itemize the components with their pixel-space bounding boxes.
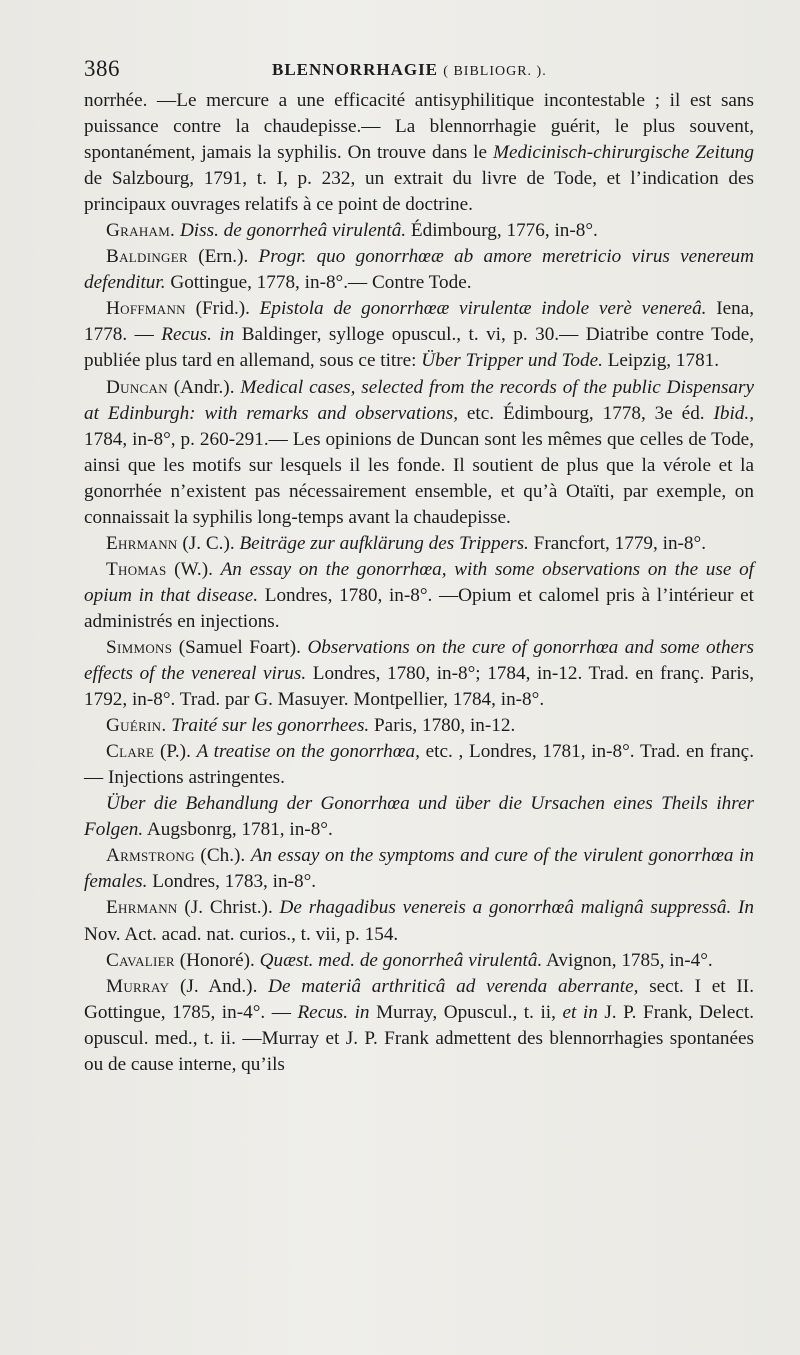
author-given-name: (J. C.).	[177, 532, 240, 554]
publication-details: Iena, 1778. —	[84, 298, 755, 346]
publication-details: sect. I et II. Gottingue, 1785, in-4°. —	[84, 975, 754, 1023]
author-name: Clare	[106, 741, 155, 763]
bib-entry-murray	[84, 974, 754, 1078]
publication-details: Murray, Opuscul., t. ii,	[369, 1001, 563, 1023]
author-name: Thomas	[106, 558, 167, 580]
page-body	[84, 88, 754, 1078]
publication-details: Francfort, 1779, in-8°.	[528, 532, 706, 554]
author-name: Duncan	[106, 376, 168, 398]
author-given-name: (J. Christ.).	[177, 897, 280, 919]
work-title: Quæst. med. de gonorrheâ virulentâ.	[259, 949, 543, 971]
intro-text-2: de Salzbourg, 1791, t. I, p. 232, un extrait du livre de Tode, et l’indication des principaux ouvrages relatifs à ce point de doctrine.	[84, 168, 754, 216]
publication-details: Paris, 1780, in-12.	[369, 715, 516, 737]
ibid-note: Ibid.,	[713, 402, 754, 424]
work-title: Beiträge zur aufklärung des Trippers.	[239, 532, 529, 554]
author-given-name: (P.).	[154, 741, 197, 763]
bib-entry-armstrong	[84, 843, 754, 895]
author-given-name: (Samuel Foart).	[172, 636, 308, 658]
page-header	[84, 56, 784, 86]
work-title: Traité sur les gonorrhees.	[166, 715, 370, 737]
bib-entry-baldinger	[84, 244, 754, 296]
work-title: De materiâ arthriticâ ad verenda aberrante,	[268, 975, 639, 997]
work-title: Observations on the cure of gonorrhœa and some others effects of the venereal virus.	[84, 636, 754, 685]
author-given-name: (Andr.).	[167, 376, 241, 398]
publication-details: Londres, 1780, in-8°; 1784, in-12. Trad. en franç. Paris, 1792, in-8°. Trad. par G. Masuyer. Montpellier, 1784, in-8°.	[84, 663, 754, 711]
work-title: An essay on the gonorrhœa, with some observations on the use of opium in that disease.	[84, 558, 754, 606]
author-name: Baldinger	[106, 246, 188, 268]
author-name: Cavalier	[106, 949, 175, 971]
bib-entry-simmons	[84, 635, 754, 713]
bib-entry-clare	[84, 739, 754, 791]
publication-details: etc. , Londres, 1781, in-8°. Trad. en franç. — Injections astringentes.	[84, 741, 754, 789]
author-given-name: (Honoré).	[174, 949, 260, 971]
bib-entry-guerin	[84, 713, 754, 739]
bib-entry-anonymous-uber	[84, 791, 754, 843]
publication-details: Londres, 1780, in-8°. —Opium et calomel pris à l’intérieur et administrés en injections.	[84, 584, 754, 632]
author-name: Ehrmann	[106, 532, 178, 554]
author-given-name: (W.).	[166, 558, 221, 580]
author-name: Simmons	[106, 636, 173, 658]
work-title-german: Über Tripper und Tode.	[421, 350, 603, 372]
publication-details: Édimbourg, 1776, in-8°.	[406, 220, 598, 242]
author-name: Ehrmann	[106, 897, 178, 919]
author-given-name: (Frid.).	[185, 298, 260, 320]
bib-entry-ehrmann-jc	[84, 531, 754, 557]
bib-entry-thomas	[84, 557, 754, 635]
intro-text-1: norrhée. —Le mercure a une efficacité antisyphilitique incontestable ; il est sans puissance contre la chaudepisse.— La blennorrhagie guérit, le plus souvent, spontanément, jamais la syphilis. On trouve dans le	[84, 90, 754, 164]
bib-entry-graham	[84, 218, 754, 244]
running-head	[272, 60, 547, 80]
commentary: 1784, in-8°, p. 260-291.— Les opinions de Duncan sont les mêmes que celles de Tode, ainsi que les motifs sur lesquels il les fonde. Il soutient de plus que la vérole et la gonorrhée n’existent pas nécessairement ensemble, et qu’à Otaïti, par exemple, on connaissait la syphilis long-temps avant la chaudepisse.	[84, 428, 754, 528]
work-title: An essay on the symptoms and cure of the virulent gonorrhœa in females.	[84, 845, 755, 893]
publication-details: Leipzig, 1781.	[602, 350, 720, 372]
author-name: Guérin.	[106, 715, 167, 737]
running-head-title: BLENNORRHAGIE	[272, 60, 439, 79]
bib-entry-duncan	[84, 375, 754, 531]
bib-entry-cavalier	[84, 948, 754, 974]
author-given-name: (Ern.).	[187, 246, 259, 268]
work-title: Über die Behandlung der Gonorrhœa und über die Ursachen eines Theils ihrer Folgen.	[84, 793, 754, 841]
publication-details: Baldinger, sylloge opuscul., t. vi, p. 30.— Diatribe contre Tode, publiée plus tard en allemand, sous ce titre:	[84, 324, 755, 372]
recus-note: Recus. in	[297, 1001, 370, 1023]
author-name: Hoffmann	[106, 298, 186, 320]
work-title: De rhagadibus venereis a gonorrhœâ malignâ suppressâ. In	[279, 897, 755, 919]
bib-entry-ehrmann-christ	[84, 895, 754, 947]
work-title: Progr. quo gonorrhœæ ab amore meretricio virus venereum defenditur.	[84, 246, 755, 294]
author-name: Armstrong	[106, 845, 195, 867]
work-title: Medical cases, selected from the records of the public Dispensary at Edinburgh: with remarks and observations,	[84, 376, 754, 424]
work-title: Diss. de gonorrheâ virulentâ.	[179, 220, 407, 242]
author-given-name: (Ch.).	[194, 845, 251, 867]
recus-note: Recus. in	[161, 324, 235, 346]
publication-details: Nov. Act. acad. nat. curios., t. vii, p. 154.	[84, 923, 399, 945]
publication-details: Avignon, 1785, in-4°.	[542, 949, 713, 971]
intro-journal-title: Medicinisch-chirurgische Zeitung	[492, 142, 754, 164]
commentary: J. P. Frank, Delect. opuscul. med., t. ii. —Murray et J. P. Frank admettent des blennorrhagies spontanées ou de cause interne, qu’ils	[84, 1001, 754, 1075]
running-head-subtitle: ( BIBLIOGR. ).	[443, 64, 547, 79]
publication-details: etc. Édimbourg, 1778, 3e éd.	[458, 402, 714, 424]
author-name: Graham.	[106, 220, 176, 242]
work-title: Epistola de gonorrhœæ virulentæ indole verè venereâ.	[259, 298, 707, 320]
work-title: A treatise on the gonorrhœa,	[196, 741, 420, 763]
publication-details: Londres, 1783, in-8°.	[147, 871, 317, 893]
page-number: 386	[84, 56, 120, 81]
author-name: Murray	[106, 975, 170, 997]
author-given-name: (J. And.).	[169, 975, 269, 997]
bib-entry-hoffmann	[84, 296, 754, 374]
intro-paragraph	[84, 88, 754, 218]
publication-details: Gottingue, 1778, in-8°.— Contre Tode.	[165, 272, 472, 294]
publication-details: Augsbonrg, 1781, in-8°.	[143, 819, 333, 841]
et-in-note: et in	[562, 1001, 598, 1023]
